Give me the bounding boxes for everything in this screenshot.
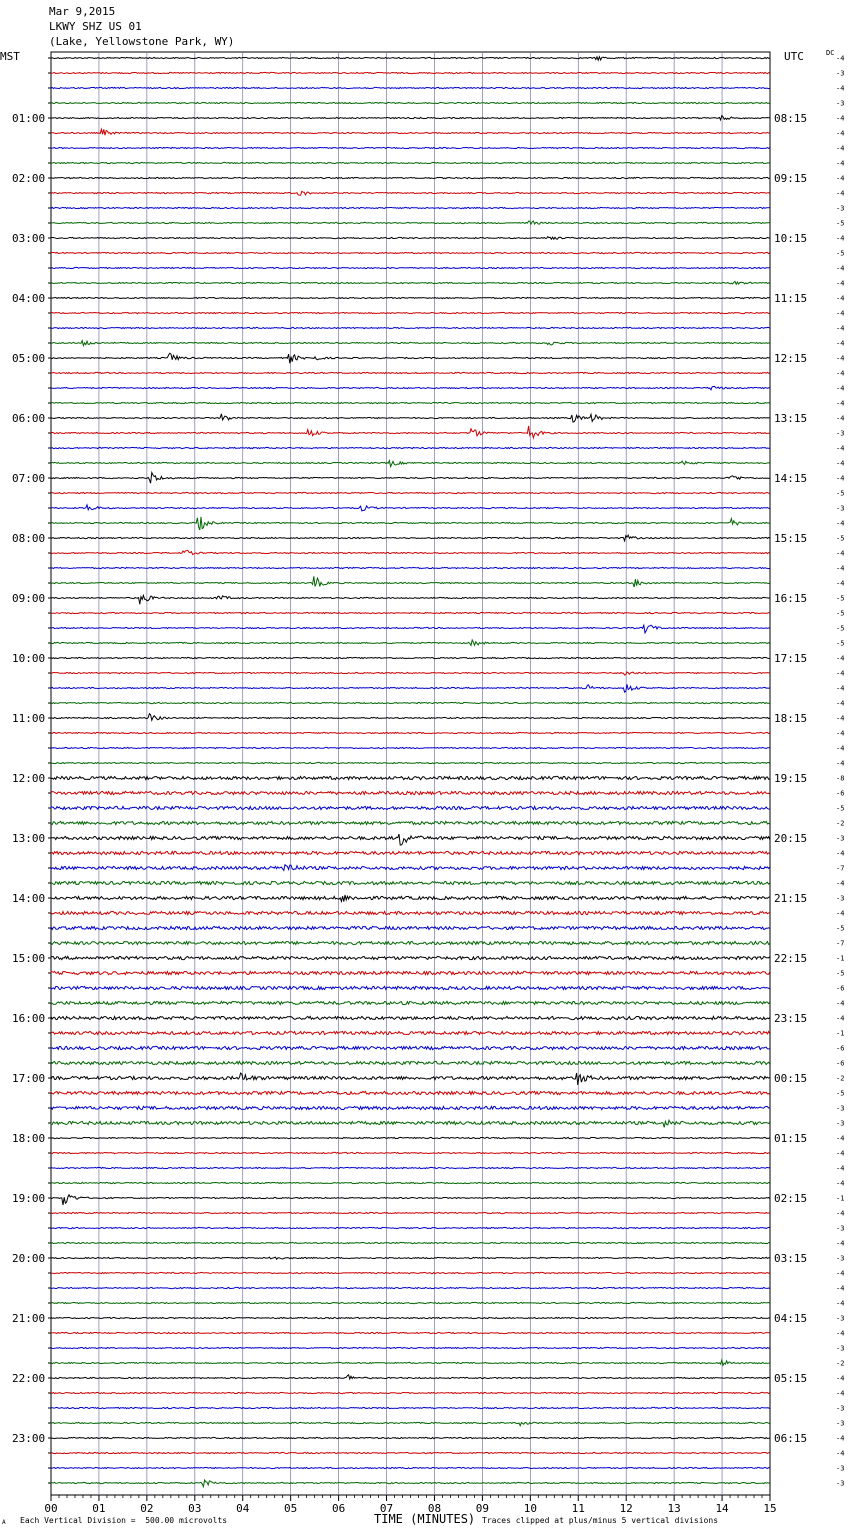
right-hour-label: 18:15 <box>774 712 808 725</box>
dc-offset-label: -4 <box>836 234 845 243</box>
dc-offset-label: -4 <box>836 1434 845 1443</box>
trace-row-42 <box>51 685 770 693</box>
right-hour-label: 11:15 <box>774 292 808 305</box>
x-axis-title: TIME (MINUTES) <box>374 1512 476 1526</box>
dc-offset-label: -7 <box>836 939 845 948</box>
trace-row-65 <box>51 1031 770 1034</box>
right-hour-label: 14:15 <box>774 472 808 485</box>
dc-offset-label: -4 <box>836 1149 845 1158</box>
trace-row-10 <box>51 207 770 208</box>
dc-offset-label: -4 <box>836 144 845 153</box>
dc-offset-label: -4 <box>836 1284 845 1293</box>
trace-row-17 <box>51 312 770 313</box>
dc-offset-label: -2 <box>836 1074 845 1083</box>
dc-offset-label: -4 <box>836 474 845 483</box>
trace-row-21 <box>51 372 770 373</box>
trace-row-82 <box>51 1287 770 1288</box>
trace-row-69 <box>51 1091 770 1094</box>
dc-offset-label: -4 <box>836 264 845 273</box>
dc-offset-label: -4 <box>836 849 845 858</box>
chart-date: Mar 9,2015 <box>49 5 116 18</box>
trace-row-47 <box>51 762 770 763</box>
trace-row-45 <box>51 732 770 733</box>
left-hour-label: 05:00 <box>12 352 46 365</box>
dc-offset-label: -4 <box>836 1449 845 1458</box>
trace-row-92 <box>51 1437 770 1438</box>
left-timezone-label: MST <box>0 50 20 63</box>
dc-offset-label: -3 <box>836 1119 845 1128</box>
dc-offset-label: -4 <box>836 1209 845 1218</box>
trace-row-83 <box>51 1302 770 1303</box>
left-hour-label: 11:00 <box>12 712 46 725</box>
right-hour-label: 17:15 <box>774 652 808 665</box>
trace-row-66 <box>51 1046 770 1049</box>
trace-row-20 <box>51 353 770 363</box>
trace-row-48 <box>51 776 770 779</box>
right-timezone-label: UTC <box>784 50 804 63</box>
left-hour-label: 20:00 <box>12 1252 46 1265</box>
trace-row-23 <box>51 402 770 403</box>
dc-offset-label: -3 <box>836 1464 845 1473</box>
x-tick-label: 14 <box>715 1502 729 1515</box>
dc-offset-label: -5 <box>836 594 845 603</box>
dc-offset-label: -3 <box>836 69 845 78</box>
trace-row-12 <box>51 237 770 240</box>
dc-offset-label: -3 <box>836 834 845 843</box>
trace-row-37 <box>51 612 770 613</box>
chart-station: LKWY SHZ US 01 <box>49 20 142 33</box>
trace-row-39 <box>51 640 770 645</box>
dc-offset-label: -4 <box>836 444 845 453</box>
trace-row-71 <box>51 1120 770 1127</box>
dc-offset-label: -4 <box>836 1329 845 1338</box>
right-hour-label: 05:15 <box>774 1372 808 1385</box>
dc-offset-label: -4 <box>836 744 845 753</box>
trace-row-11 <box>51 221 770 224</box>
dc-offset-label: -4 <box>836 354 845 363</box>
left-hour-label: 15:00 <box>12 952 46 965</box>
dc-offset-label: -4 <box>836 999 845 1008</box>
dc-offset-label: -4 <box>836 579 845 588</box>
trace-row-4 <box>51 116 770 120</box>
dc-offset-label: -4 <box>836 1239 845 1248</box>
right-hour-label: 10:15 <box>774 232 808 245</box>
left-hour-label: 10:00 <box>12 652 46 665</box>
trace-row-25 <box>51 426 770 438</box>
trace-row-1 <box>51 72 770 73</box>
dc-offset-label: -3 <box>836 204 845 213</box>
x-tick-label: 13 <box>667 1502 681 1515</box>
right-hour-label: 04:15 <box>774 1312 808 1325</box>
trace-row-44 <box>51 714 770 721</box>
trace-row-75 <box>51 1182 770 1183</box>
right-hour-label: 16:15 <box>774 592 808 605</box>
dc-offset-label: -3 <box>836 1314 845 1323</box>
x-tick-label: 03 <box>188 1502 202 1515</box>
trace-row-88 <box>51 1375 770 1379</box>
trace-row-49 <box>51 791 770 794</box>
x-tick-label: 06 <box>331 1502 346 1515</box>
left-hour-label: 17:00 <box>12 1072 46 1085</box>
dc-offset-label: -4 <box>836 1014 845 1023</box>
dc-offset-label: -4 <box>836 654 845 663</box>
dc-offset-label: -4 <box>836 294 845 303</box>
x-tick-label: 08 <box>427 1502 442 1515</box>
dc-offset-label: -4 <box>836 1269 845 1278</box>
trace-row-36 <box>51 595 770 604</box>
dc-offset-label: -3 <box>836 1404 845 1413</box>
dc-offset-label: -4 <box>836 114 845 123</box>
dc-offset-label: -3 <box>836 429 845 438</box>
trace-row-87 <box>51 1360 770 1365</box>
dc-offset-label: -4 <box>836 189 845 198</box>
right-hour-label: 02:15 <box>774 1192 808 1205</box>
left-hour-label: 03:00 <box>12 232 46 245</box>
trace-row-78 <box>51 1227 770 1228</box>
trace-row-60 <box>51 956 770 959</box>
trace-row-90 <box>51 1407 770 1408</box>
trace-row-57 <box>51 911 770 914</box>
trace-row-18 <box>51 327 770 328</box>
left-hour-label: 06:00 <box>12 412 46 425</box>
left-hour-label: 07:00 <box>12 472 46 485</box>
trace-row-29 <box>51 492 770 493</box>
left-hour-label: 09:00 <box>12 592 46 605</box>
dc-offset-label: -4 <box>836 339 845 348</box>
right-hour-label: 23:15 <box>774 1012 808 1025</box>
dc-offset-label: -5 <box>836 489 845 498</box>
trace-row-28 <box>51 473 770 484</box>
trace-row-77 <box>51 1212 770 1213</box>
dc-offset-label: -4 <box>836 909 845 918</box>
trace-row-27 <box>51 461 770 467</box>
dc-offset-label: -6 <box>836 789 845 798</box>
dc-offset-label: -3 <box>836 1479 845 1488</box>
dc-offset-label: -5 <box>836 624 845 633</box>
trace-row-30 <box>51 505 770 511</box>
left-hour-label: 13:00 <box>12 832 46 845</box>
dc-offset-label: -4 <box>836 129 845 138</box>
dc-offset-label: -6 <box>836 984 845 993</box>
trace-row-32 <box>51 535 770 541</box>
trace-row-89 <box>51 1392 770 1393</box>
trace-row-9 <box>51 191 770 195</box>
trace-row-6 <box>51 147 770 148</box>
trace-row-84 <box>51 1317 770 1318</box>
dc-offset-label: -5 <box>836 924 845 933</box>
left-hour-label: 16:00 <box>12 1012 46 1025</box>
trace-row-80 <box>51 1257 770 1259</box>
left-hour-label: 19:00 <box>12 1192 46 1205</box>
trace-row-63 <box>51 1001 770 1004</box>
trace-row-74 <box>51 1167 770 1168</box>
trace-row-95 <box>51 1480 770 1487</box>
dc-offset-label: -4 <box>836 324 845 333</box>
left-hour-label: 14:00 <box>12 892 46 905</box>
trace-row-8 <box>51 177 770 178</box>
chart-location: (Lake, Yellowstone Park, WY) <box>49 35 235 48</box>
trace-row-22 <box>51 386 770 389</box>
trace-row-91 <box>51 1422 770 1425</box>
trace-row-3 <box>51 102 770 103</box>
trace-row-59 <box>51 941 770 944</box>
x-tick-label: 15 <box>763 1502 777 1515</box>
dc-offset-label: -4 <box>836 759 845 768</box>
x-tick-label: 00 <box>44 1502 58 1515</box>
x-tick-label: 07 <box>379 1502 394 1515</box>
dc-offset-label: -4 <box>836 54 845 63</box>
trace-row-34 <box>51 567 770 568</box>
right-hour-label: 01:15 <box>774 1132 808 1145</box>
right-hour-label: 13:15 <box>774 412 808 425</box>
dc-offset-label: -4 <box>836 384 845 393</box>
trace-row-62 <box>51 986 770 989</box>
trace-row-68 <box>51 1073 770 1085</box>
right-hour-label: 20:15 <box>774 832 808 845</box>
left-hour-label: 23:00 <box>12 1432 46 1445</box>
dc-offset-label: -4 <box>836 174 845 183</box>
trace-row-51 <box>51 821 770 824</box>
dc-offset-label: -4 <box>836 279 845 288</box>
dc-offset-label: -1 <box>836 1194 845 1203</box>
x-tick-label: 02 <box>140 1502 154 1515</box>
trace-row-85 <box>51 1332 770 1333</box>
dc-offset-label: -4 <box>836 369 845 378</box>
trace-row-93 <box>51 1452 770 1453</box>
trace-row-7 <box>51 162 770 163</box>
dc-offset-label: -3 <box>836 1419 845 1428</box>
trace-row-52 <box>51 834 770 845</box>
left-hour-label: 21:00 <box>12 1312 46 1325</box>
trace-row-5 <box>51 129 770 135</box>
trace-row-53 <box>51 851 770 854</box>
x-tick-label: 10 <box>523 1502 537 1515</box>
trace-row-50 <box>51 806 770 809</box>
dc-offset-label: -3 <box>836 1104 845 1113</box>
dc-offset-label: -5 <box>836 804 845 813</box>
right-hour-label: 21:15 <box>774 892 808 905</box>
dc-offset-label: -3 <box>836 894 845 903</box>
trace-row-19 <box>51 341 770 346</box>
dc-offset-label: -4 <box>836 159 845 168</box>
dc-offset-label: -4 <box>836 669 845 678</box>
trace-row-0 <box>51 57 770 61</box>
right-hour-label: 08:15 <box>774 112 808 125</box>
left-hour-label: 18:00 <box>12 1132 46 1145</box>
trace-row-54 <box>51 865 770 871</box>
left-hour-label: 08:00 <box>12 532 46 545</box>
trace-row-15 <box>51 281 770 284</box>
x-tick-label: 12 <box>619 1502 633 1515</box>
dc-offset-label: -4 <box>836 1179 845 1188</box>
dc-offset-label: -4 <box>836 414 845 423</box>
dc-offset-label: -1 <box>836 1029 845 1038</box>
trace-row-61 <box>51 971 770 974</box>
trace-row-55 <box>51 881 770 884</box>
dc-offset-label: -3 <box>836 1224 845 1233</box>
dc-offset-label: -4 <box>836 84 845 93</box>
trace-row-94 <box>51 1467 770 1468</box>
trace-row-26 <box>51 447 770 448</box>
dc-offset-label: -4 <box>836 1389 845 1398</box>
dc-offset-label: -4 <box>836 1299 845 1308</box>
trace-row-56 <box>51 895 770 902</box>
dc-offset-label: -5 <box>836 1089 845 1098</box>
x-tick-label: 04 <box>236 1502 250 1515</box>
dc-offset-label: -4 <box>836 699 845 708</box>
trace-row-35 <box>51 576 770 587</box>
trace-row-31 <box>51 517 770 530</box>
dc-offset-label: -5 <box>836 639 845 648</box>
trace-row-58 <box>51 926 770 929</box>
scale-note: Each Vertical Division = 500.00 microvolts <box>20 1516 228 1525</box>
dc-offset-label: -4 <box>836 549 845 558</box>
dc-offset-label: -5 <box>836 534 845 543</box>
dc-offset-label: -3 <box>836 99 845 108</box>
trace-row-40 <box>51 657 770 658</box>
dc-offset-label: -4 <box>836 1134 845 1143</box>
clip-note: Traces clipped at plus/minus 5 vertical divisions <box>482 1516 719 1525</box>
trace-row-72 <box>51 1137 770 1138</box>
dc-offset-label: -4 <box>836 714 845 723</box>
right-hour-label: 12:15 <box>774 352 808 365</box>
trace-row-43 <box>51 702 770 703</box>
x-tick-label: 11 <box>571 1502 585 1515</box>
dc-offset-label: -6 <box>836 1059 845 1068</box>
dc-offset-label: -2 <box>836 1359 845 1368</box>
right-hour-label: 22:15 <box>774 952 808 965</box>
trace-row-33 <box>51 550 770 554</box>
trace-row-14 <box>51 267 770 268</box>
dc-offset-label: -4 <box>836 399 845 408</box>
trace-row-16 <box>51 297 770 298</box>
dc-offset-label: -4 <box>836 879 845 888</box>
trace-row-41 <box>51 672 770 675</box>
left-hour-label: 22:00 <box>12 1372 46 1385</box>
right-hour-label: 09:15 <box>774 172 808 185</box>
trace-row-2 <box>51 87 770 88</box>
left-hour-label: 04:00 <box>12 292 46 305</box>
dc-offset-label: -5 <box>836 219 845 228</box>
left-hour-label: 02:00 <box>12 172 46 185</box>
dc-offset-label: -4 <box>836 459 845 468</box>
dc-offset-label: -3 <box>836 1344 845 1353</box>
dc-offset-label: -4 <box>836 684 845 693</box>
trace-row-46 <box>51 747 770 748</box>
trace-row-86 <box>51 1347 770 1348</box>
dc-offset-label: -4 <box>836 1374 845 1383</box>
dc-offset-label: -5 <box>836 969 845 978</box>
dc-offset-label: -4 <box>836 309 845 318</box>
right-hour-label: 03:15 <box>774 1252 808 1265</box>
trace-row-67 <box>51 1061 770 1064</box>
dc-offset-label: -4 <box>836 1164 845 1173</box>
trace-row-81 <box>51 1272 770 1273</box>
trace-row-64 <box>51 1016 770 1019</box>
dc-offset-label: -5 <box>836 249 845 258</box>
x-tick-label: 01 <box>92 1502 106 1515</box>
dc-offset-label: -3 <box>836 504 845 513</box>
footer-mark: A <box>2 1519 6 1526</box>
x-tick-label: 09 <box>475 1502 490 1515</box>
right-hour-label: 06:15 <box>774 1432 808 1445</box>
dc-offset-label: -4 <box>836 564 845 573</box>
right-hour-label: 19:15 <box>774 772 808 785</box>
right-hour-label: 00:15 <box>774 1072 808 1085</box>
trace-row-79 <box>51 1242 770 1243</box>
dc-offset-label: -6 <box>836 1044 845 1053</box>
dc-offset-label: -4 <box>836 519 845 528</box>
dc-offset-label: -1 <box>836 954 845 963</box>
dc-offset-label: -7 <box>836 864 845 873</box>
dc-offset-label: -3 <box>836 1254 845 1263</box>
left-hour-label: 12:00 <box>12 772 46 785</box>
trace-row-73 <box>51 1152 770 1153</box>
dc-offset-header: DC <box>826 49 835 57</box>
trace-row-76 <box>51 1195 770 1205</box>
dc-offset-label: -4 <box>836 729 845 738</box>
trace-row-70 <box>51 1106 770 1109</box>
dc-offset-label: -8 <box>836 774 845 783</box>
right-hour-label: 15:15 <box>774 532 808 545</box>
trace-row-24 <box>51 414 770 422</box>
dc-offset-label: -5 <box>836 609 845 618</box>
x-tick-label: 05 <box>284 1502 298 1515</box>
left-hour-label: 01:00 <box>12 112 46 125</box>
dc-offset-label: -2 <box>836 819 845 828</box>
trace-row-38 <box>51 625 770 633</box>
trace-row-13 <box>51 252 770 253</box>
